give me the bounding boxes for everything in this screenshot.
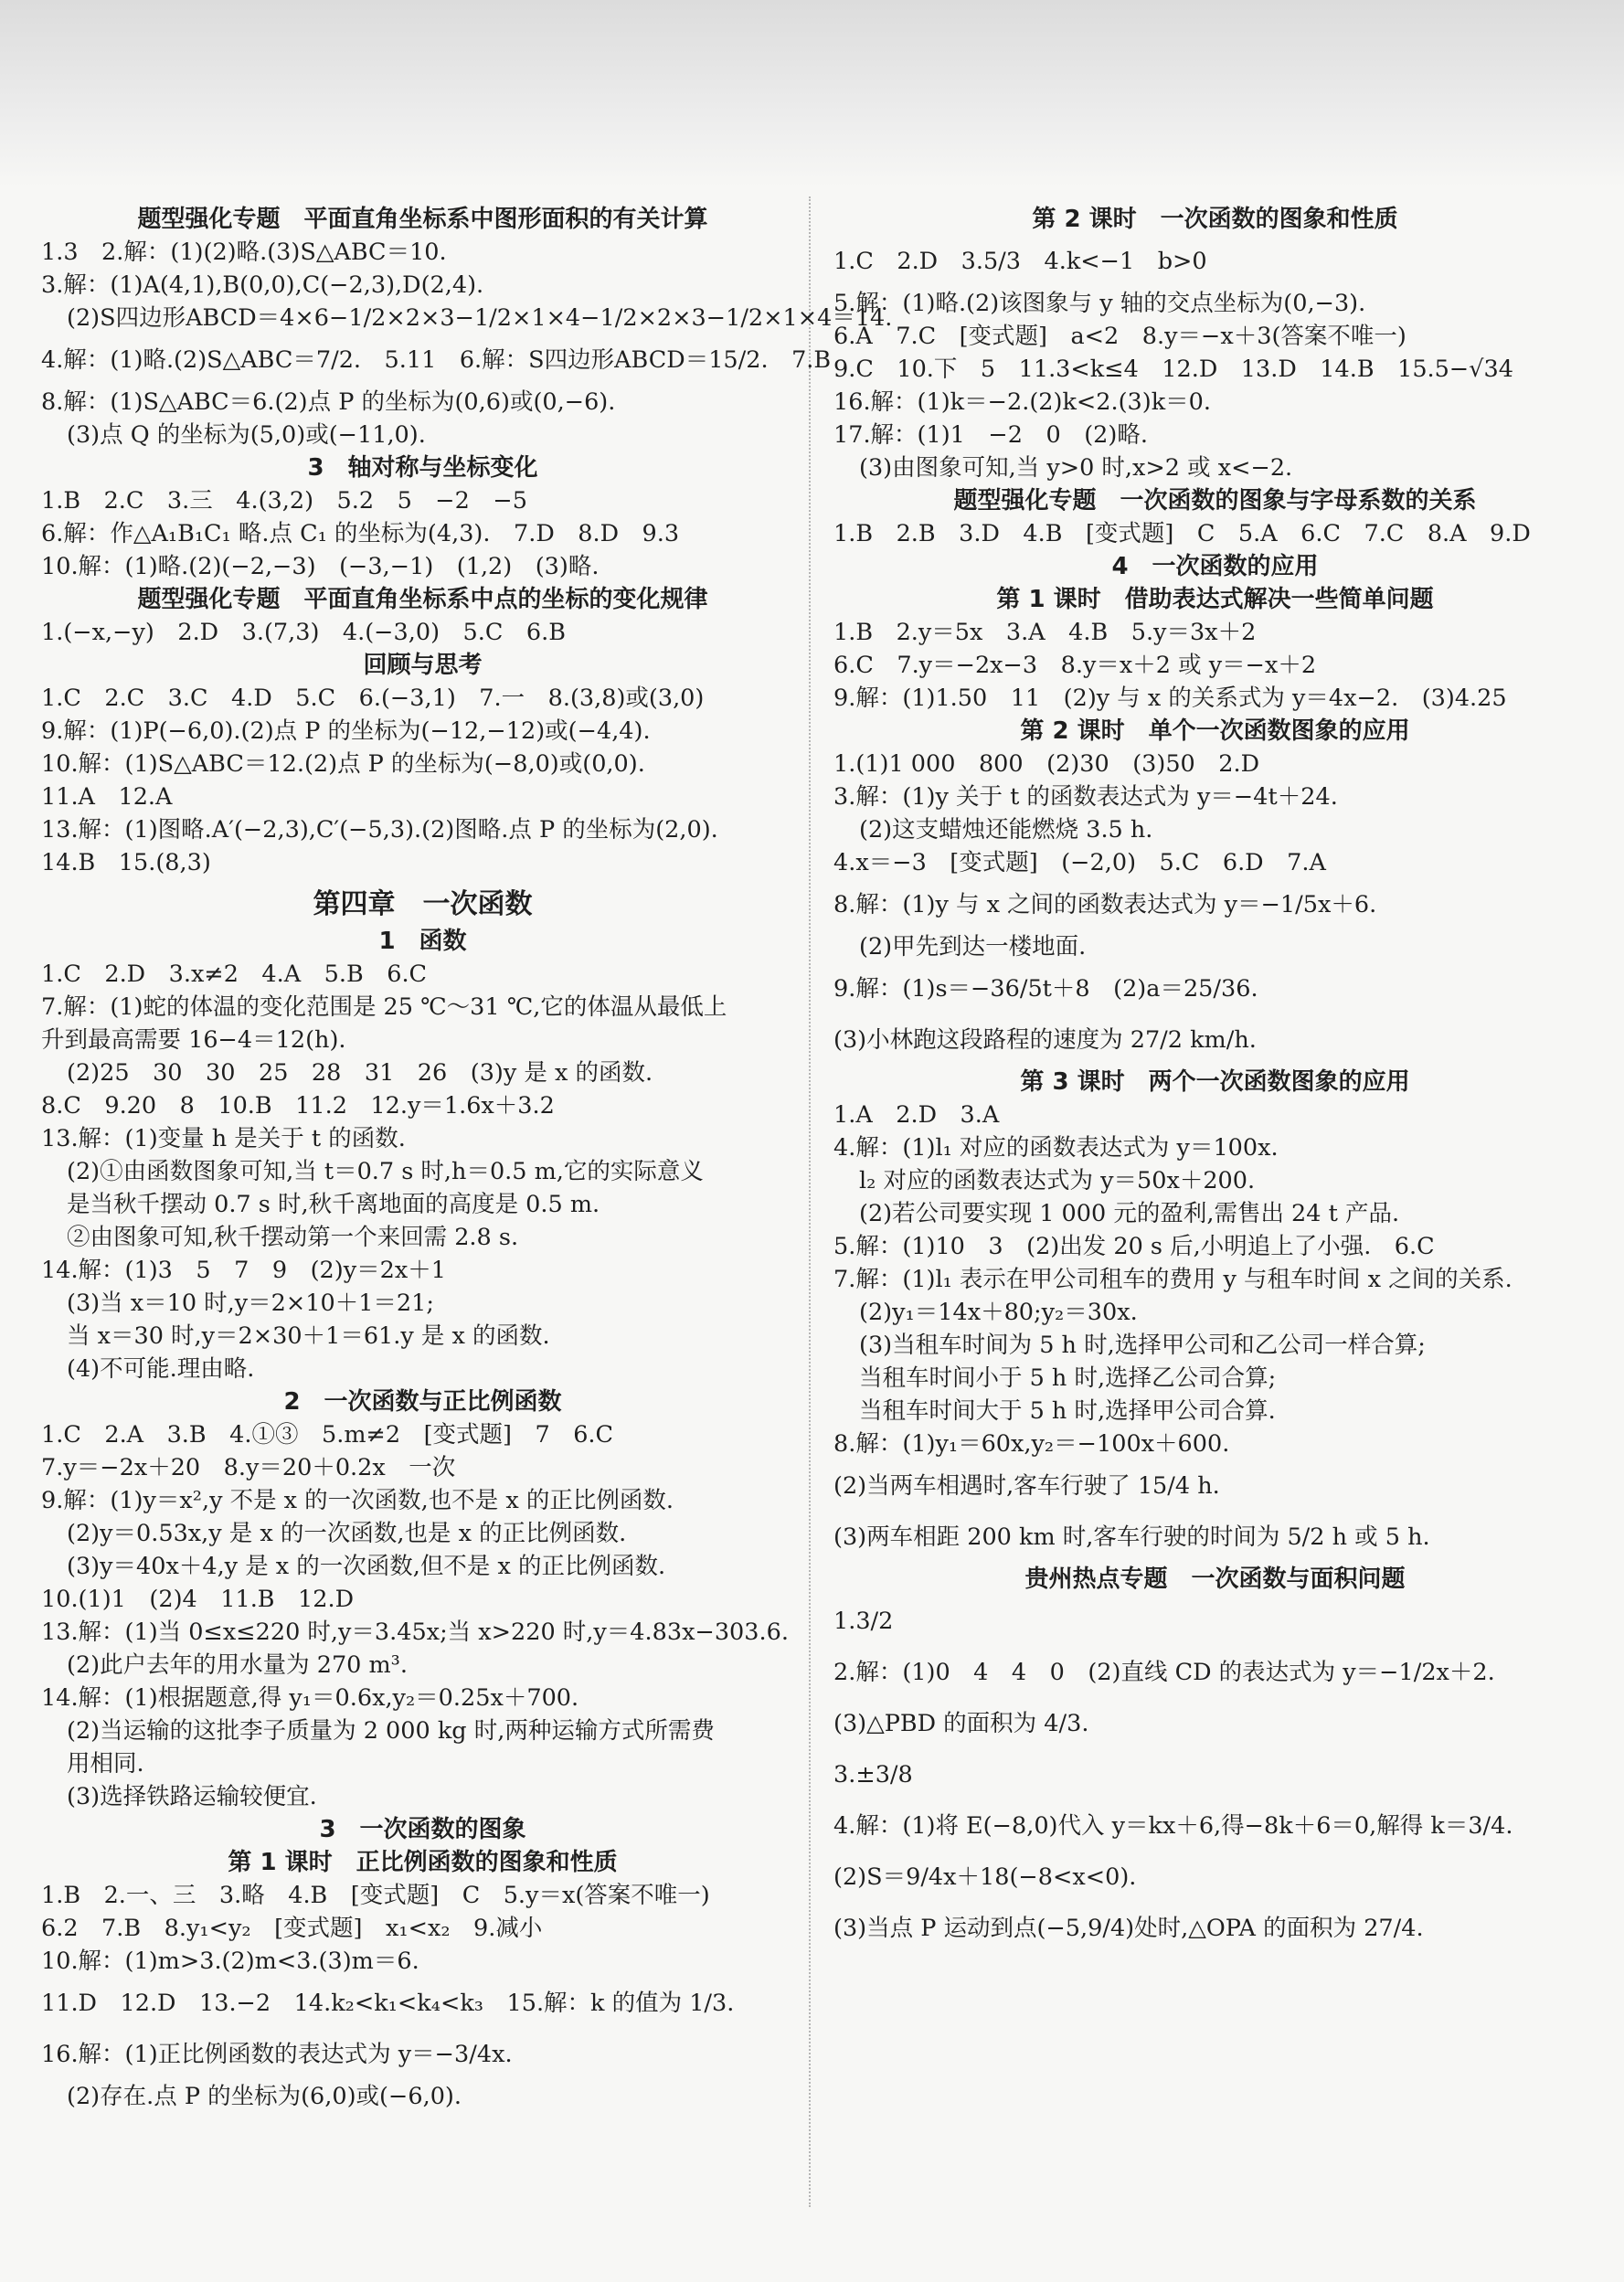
answer-line-r15: 9.解：(1)1.50 11 (2)y 与 x 的关系式为 y＝4x−2. (3)4.25 [833,685,1507,712]
answer-line-l23: 1.C 2.D 3.x≠2 4.A 5.B 6.C [41,961,428,988]
answer-line-l34: 当 x＝30 时,y＝2×30＋1＝61.y 是 x 的函数. [67,1322,550,1350]
answer-line-r44: 4.解：(1)将 E(−8,0)代入 y＝kx＋6,得−8k＋6＝0,解得 k＝3/4. [833,1812,1513,1840]
section-heading-r1: 第 2 课时 一次函数的图象和性质 [1032,206,1398,233]
answer-line-l19: 13.解：(1)图略.A′(−2,3),C′(−5,3).(2)图略.点 P 的坐标为(2,0). [41,816,718,844]
answer-line-r10: 1.B 2.B 3.D 4.B [变式题] C 5.A 6.C 7.C 8.A 9.D [833,520,1531,547]
answer-line-r32: (2)y₁＝14x＋80;y₂＝30x. [859,1299,1138,1326]
answer-line-l35: (4)不可能.理由略. [67,1355,255,1383]
answer-line-l7: (3)点 Q 的坐标为(5,0)或(−11,0). [67,421,426,449]
answer-line-l10: 6.解：作△A₁B₁C₁ 略.点 C₁ 的坐标为(4,3). 7.D 8.D 9.3 [41,520,680,547]
answer-line-r24: (3)小林跑这段路程的速度为 27/2 km/h. [833,1026,1257,1054]
answer-line-l42: 10.(1)1 (2)4 11.B 12.D [41,1586,355,1613]
answer-line-r41: 2.解：(1)0 4 4 0 (2)直线 CD 的表达式为 y＝−1/2x＋2. [833,1659,1495,1686]
answer-line-r6: 16.解：(1)k＝−2.(2)k<2.(3)k＝0. [833,388,1211,416]
answer-line-l18: 11.A 12.A [41,783,173,811]
answer-line-l39: 9.解：(1)y＝x²,y 不是 x 的一次函数,也不是 x 的正比例函数. [41,1487,674,1514]
answer-line-l40: (2)y＝0.53x,y 是 x 的一次函数,也是 x 的正比例函数. [67,1520,627,1547]
answer-line-r30: 5.解：(1)10 3 (2)出发 20 s 后,小明追上了小强. 6.C [833,1233,1435,1260]
answer-line-l53: 10.解：(1)m>3.(2)m<3.(3)m＝6. [41,1948,419,1975]
answer-line-r3: 5.解：(1)略.(2)该图象与 y 轴的交点坐标为(0,−3). [833,290,1366,317]
answer-line-l26: (2)25 30 30 25 28 31 26 (3)y 是 x 的函数. [67,1059,653,1087]
section-heading-l36: 2 一次函数与正比例函数 [283,1388,562,1416]
answer-line-l24: 7.解：(1)蛇的体温的变化范围是 25 ℃～31 ℃,它的体温从最低上 [41,993,727,1021]
answer-line-r40: 1.3/2 [833,1608,894,1635]
answer-line-l28: 13.解：(1)变量 h 是关于 t 的函数. [41,1125,406,1152]
section-heading-l49: 3 一次函数的图象 [319,1816,526,1843]
answer-line-r46: (3)当点 P 运动到点(−5,9/4)处时,△OPA 的面积为 27/4. [833,1915,1424,1942]
section-heading-l8: 3 轴对称与坐标变化 [307,454,538,482]
answer-line-l52: 6.2 7.B 8.y₁<y₂ [变式题] x₁<x₂ 9.减小 [41,1915,543,1942]
answer-line-r42: (3)△PBD 的面积为 4/3. [833,1710,1089,1737]
section-heading-r9: 题型强化专题 一次函数的图象与字母系数的关系 [953,487,1477,515]
answer-line-l25: 升到最高需要 16−4＝12(h). [41,1026,346,1054]
answer-line-l3: 3.解：(1)A(4,1),B(0,0),C(−2,3),D(2,4). [41,271,484,299]
answer-line-r5: 9.C 10.下 5 11.3<k≤4 12.D 13.D 14.B 15.5−√34 [833,356,1513,383]
answer-line-r45: (2)S＝9/4x＋18(−8<x<0). [833,1863,1137,1891]
answer-line-r19: (2)这支蜡烛还能燃烧 3.5 h. [859,816,1153,844]
answer-line-r37: (2)当两车相遇时,客车行驶了 15/4 h. [833,1472,1220,1500]
answer-line-l27: 8.C 9.20 8 10.B 11.2 12.y＝1.6x＋3.2 [41,1092,555,1120]
answer-line-l30: 是当秋千摆动 0.7 s 时,秋千离地面的高度是 0.5 m. [67,1191,600,1218]
answer-line-r22: (2)甲先到达一楼地面. [859,933,1087,961]
answer-line-r27: 4.解：(1)l₁ 对应的函数表达式为 y＝100x. [833,1134,1279,1162]
answer-line-l43: 13.解：(1)当 0≤x≤220 时,y＝3.45x;当 x>220 时,y＝4.83x−303.6. [41,1619,789,1646]
answer-line-l31: ②由图象可知,秋千摆动第一个来回需 2.8 s. [67,1224,519,1251]
answer-line-l5: 4.解：(1)略.(2)S△ABC＝7/2. 5.11 6.解：S四边形ABCD＝15/2. 7.B [41,346,832,374]
answer-line-r18: 3.解：(1)y 关于 t 的函数表达式为 y＝−4t＋24. [833,783,1338,811]
section-heading-r39: 贵州热点专题 一次函数与面积问题 [1024,1566,1406,1593]
answer-line-r2: 1.C 2.D 3.5/3 4.k<−1 b>0 [833,248,1207,275]
section-heading-r11: 4 一次函数的应用 [1111,553,1319,580]
answer-line-r23: 9.解：(1)s＝−36/5t＋8 (2)a＝25/36. [833,975,1258,1003]
section-heading-r16: 第 2 课时 单个一次函数图象的应用 [1020,717,1410,745]
answer-line-l32: 14.解：(1)3 5 7 9 (2)y＝2x＋1 [41,1257,446,1284]
answer-line-r20: 4.x＝−3 [变式题] (−2,0) 5.C 6.D 7.A [833,849,1326,876]
answer-line-l54: 11.D 12.D 13.−2 14.k₂<k₁<k₄<k₃ 15.解：k 的值为 1/3. [41,1990,735,2017]
section-heading-l50: 第 1 课时 正比例函数的图象和性质 [228,1849,618,1876]
answer-line-r7: 17.解：(1)1 −2 0 (2)略. [833,421,1148,449]
answer-line-r43: 3.±3/8 [833,1761,913,1788]
section-heading-r25: 第 3 课时 两个一次函数图象的应用 [1020,1068,1410,1096]
answer-line-l16: 9.解：(1)P(−6,0).(2)点 P 的坐标为(−12,−12)或(−4,4). [41,717,651,745]
answer-line-r29: (2)若公司要实现 1 000 元的盈利,需售出 24 t 产品. [859,1200,1400,1227]
answer-line-l4: (2)S四边形ABCD＝4×6−1/2×2×3−1/2×1×4−1/2×2×3−1/2×1×4＝14. [67,304,893,332]
answer-line-l13: 1.(−x,−y) 2.D 3.(7,3) 4.(−3,0) 5.C 6.B [41,619,566,646]
section-heading-l22: 1 函数 [378,928,467,955]
answer-line-l11: 10.解：(1)略.(2)(−2,−3) (−3,−1) (1,2) (3)略. [41,553,600,580]
answer-line-r14: 6.C 7.y＝−2x−3 8.y＝x＋2 或 y＝−x＋2 [833,652,1317,679]
right-column [833,203,1597,1954]
answer-line-r35: 当租车时间大于 5 h 时,选择甲公司合算. [859,1397,1276,1425]
answer-line-l9: 1.B 2.C 3.三 4.(3,2) 5.2 5 −2 −5 [41,487,527,515]
answer-line-r8: (3)由图象可知,当 y>0 时,x>2 或 x<−2. [859,454,1293,482]
column-divider [809,196,811,2207]
answer-line-l33: (3)当 x＝10 时,y＝2×10＋1＝21; [67,1290,434,1317]
answer-line-l55: 16.解：(1)正比例函数的表达式为 y＝−3/4x. [41,2041,513,2068]
answer-line-l17: 10.解：(1)S△ABC＝12.(2)点 P 的坐标为(−8,0)或(0,0). [41,750,645,778]
answer-line-l15: 1.C 2.C 3.C 4.D 5.C 6.(−3,1) 7.一 8.(3,8)或(3,0) [41,685,705,712]
answer-line-l44: (2)此户去年的用水量为 270 m³. [67,1651,409,1679]
answer-line-r26: 1.A 2.D 3.A [833,1101,1000,1129]
section-heading-l21: 第四章 一次函数 [313,888,533,920]
answer-line-r17: 1.(1)1 000 800 (2)30 (3)50 2.D [833,750,1260,778]
answer-line-l2: 1.3 2.解：(1)(2)略.(3)S△ABC＝10. [41,239,447,266]
section-heading-l14: 回顾与思考 [363,652,483,679]
answer-line-l47: 用相同. [67,1750,144,1778]
answer-line-l37: 1.C 2.A 3.B 4.①③ 5.m≠2 [变式题] 7 6.C [41,1421,614,1449]
answer-line-l20: 14.B 15.(8,3) [41,849,211,876]
answer-line-r34: 当租车时间小于 5 h 时,选择乙公司合算; [859,1364,1277,1392]
section-heading-l12: 题型强化专题 平面直角坐标系中点的坐标的变化规律 [137,586,708,613]
answer-line-l56: (2)存在.点 P 的坐标为(6,0)或(−6,0). [67,2083,462,2110]
answer-line-r28: l₂ 对应的函数表达式为 y＝50x＋200. [859,1167,1256,1194]
answer-line-l38: 7.y＝−2x＋20 8.y＝20＋0.2x 一次 [41,1454,456,1481]
answer-line-r4: 6.A 7.C [变式题] a<2 8.y＝−x＋3(答案不唯一) [833,323,1406,350]
answer-line-l48: (3)选择铁路运输较便宜. [67,1783,317,1810]
answer-line-r13: 1.B 2.y＝5x 3.A 4.B 5.y＝3x＋2 [833,619,1257,646]
section-heading-r12: 第 1 课时 借助表达式解决一些简单问题 [996,586,1434,613]
answer-line-l45: 14.解：(1)根据题意,得 y₁＝0.6x,y₂＝0.25x＋700. [41,1684,579,1712]
answer-line-r21: 8.解：(1)y 与 x 之间的函数表达式为 y＝−1/5x＋6. [833,891,1377,918]
section-heading-l1: 题型强化专题 平面直角坐标系中图形面积的有关计算 [137,206,708,233]
answer-line-l51: 1.B 2.一、三 3.略 4.B [变式题] C 5.y＝x(答案不唯一) [41,1882,710,1909]
answer-line-r31: 7.解：(1)l₁ 表示在甲公司租车的费用 y 与租车时间 x 之间的关系. [833,1266,1513,1293]
answer-line-r38: (3)两车相距 200 km 时,客车行驶的时间为 5/2 h 或 5 h. [833,1523,1430,1551]
answer-line-r36: 8.解：(1)y₁＝60x,y₂＝−100x＋600. [833,1430,1230,1458]
answer-line-l29: (2)①由函数图象可知,当 t＝0.7 s 时,h＝0.5 m,它的实际意义 [67,1158,704,1185]
scan-top-band [0,0,1624,187]
answer-line-r33: (3)当租车时间为 5 h 时,选择甲公司和乙公司一样合算; [859,1332,1426,1359]
answer-line-l41: (3)y＝40x＋4,y 是 x 的一次函数,但不是 x 的正比例函数. [67,1553,666,1580]
answer-line-l6: 8.解：(1)S△ABC＝6.(2)点 P 的坐标为(0,6)或(0,−6). [41,388,616,416]
answer-line-l46: (2)当运输的这批李子质量为 2 000 kg 时,两种运输方式所需费 [67,1717,715,1745]
